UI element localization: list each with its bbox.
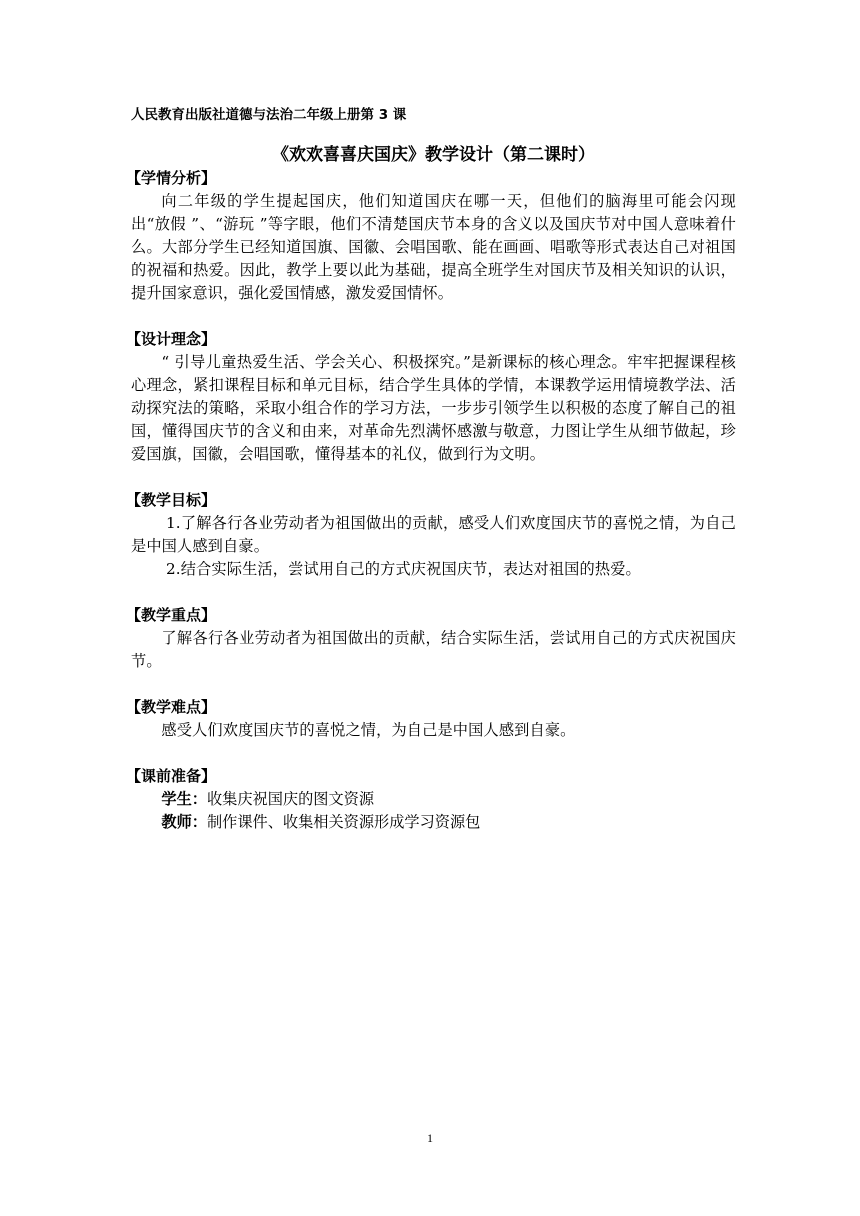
preparation-teacher-line [131, 811, 736, 834]
course-header: 人民教育出版社道德与法治二年级上册第 3 课 [131, 107, 407, 123]
key-points-paragraph: 了解各行各业劳动者为祖国做出的贡献，结合实际生活，尝试用自己的方式庆祝国庆节。 [131, 629, 736, 670]
page-number: 1 [427, 1131, 433, 1145]
section-preparation [126, 765, 736, 834]
difficulties-paragraph: 感受人们欢度国庆节的喜悦之情，为自己是中国人感到自豪。 [161, 721, 576, 739]
preparation-student-label: 学生： [161, 790, 207, 808]
preparation-student-text: 收集庆祝国庆的图文资源 [206, 790, 375, 808]
preparation-teacher-text: 制作课件、收集相关资源形成学习资源包 [206, 813, 481, 831]
section-difficulties [126, 696, 736, 742]
teaching-goal-item: 2.结合实际生活，尝试用自己的方式庆祝国庆节，表达对祖国的热爱。 [165, 560, 641, 578]
section-teaching-goals [126, 489, 736, 581]
teaching-goals-heading: 【教学目标】 [126, 491, 217, 509]
spacer [131, 673, 736, 696]
difficulties-heading: 【教学难点】 [126, 698, 217, 716]
document-title: 《欢欢喜喜庆国庆》教学设计（第二课时） [272, 145, 595, 165]
teaching-goal-item: 1.了解各行各业劳动者为祖国做出的贡献，感受人们欢度国庆节的喜悦之情，为自己是中国人感到自豪。 [131, 514, 736, 555]
key-points-heading: 【教学重点】 [126, 606, 217, 624]
learning-analysis-paragraph: 向二年级的学生提起国庆，他们知道国庆在哪一天，但他们的脑海里可能会闪现出“放假 ”、“游玩 ”等字眼，他们不清楚国庆节本身的含义以及国庆节对中国人意味着什么。大部分学生已经知道国旗、国徽、会唱国歌、能在画画、唱歌等形式表达自己对祖国的祝福和热爱。因此，教学上要以此为基础，提高全班学生对国庆节及相关知识的认识，提升国家意识，强化爱国情感，激发爱国情怀。 [131, 192, 736, 302]
design-concept-heading: 【设计理念】 [126, 330, 217, 348]
section-key-points [126, 604, 736, 673]
spacer [131, 581, 736, 604]
learning-analysis-heading: 【学情分析】 [126, 169, 217, 187]
spacer [131, 742, 736, 765]
preparation-teacher-label: 教师： [161, 813, 207, 831]
document-content [126, 105, 736, 834]
spacer [131, 466, 736, 489]
section-learning-analysis [126, 167, 736, 305]
design-concept-paragraph: “ 引导儿童热爱生活、学会关心、积极探究。”是新课标的核心理念。牢牢把握课程核心理念，紧扣课程目标和单元目标，结合学生具体的学情，本课教学运用情境教学法、活动探究法的策略，采取小组合作的学习方法，一步步引领学生以积极的态度了解自己的祖国，懂得国庆节的含义和由来，对革命先烈满怀感激与敬意，力图让学生从细节做起，珍爱国旗，国徽，会唱国歌，懂得基本的礼仪，做到行为文明。 [131, 353, 736, 463]
preparation-heading: 【课前准备】 [126, 767, 217, 785]
spacer [131, 305, 736, 328]
section-design-concept [126, 328, 736, 466]
preparation-student-line [131, 788, 736, 811]
